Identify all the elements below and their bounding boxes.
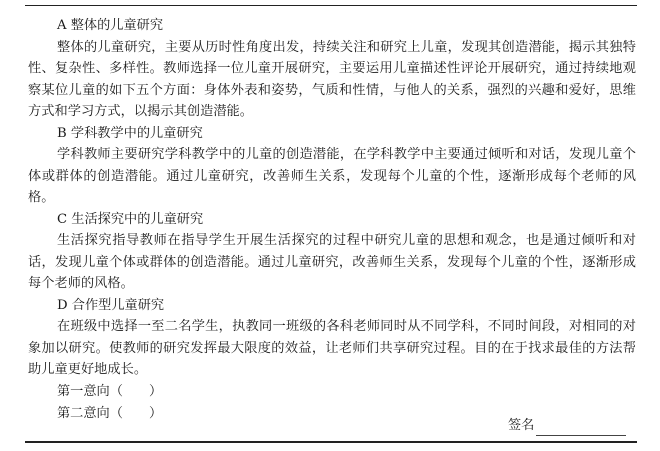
document-body bbox=[28, 15, 636, 425]
second-choice-close: ） bbox=[148, 405, 163, 421]
section-a bbox=[28, 15, 636, 123]
first-choice-close: ） bbox=[148, 383, 163, 399]
bottom-rule bbox=[25, 441, 637, 443]
section-title: A 整体的儿童研究 bbox=[57, 18, 164, 33]
second-choice-label: 第二意向（ bbox=[57, 405, 123, 421]
section-paragraph: 生活探究指导教师在指导学生开展生活探究的过程中研究儿童的思想和观念，也是通过倾听和对话，发现儿童个体或群体的创造潜能。通过儿童研究，改善师生关系，发现每个儿童的个性，逐渐形成每个老师的风格。 bbox=[28, 233, 636, 291]
section-c bbox=[28, 209, 636, 295]
signature-field[interactable] bbox=[508, 416, 626, 436]
first-choice-label: 第一意向（ bbox=[57, 383, 123, 399]
section-b bbox=[28, 123, 636, 209]
top-rule bbox=[25, 5, 637, 6]
section-paragraph: 在班级中选择一至二名学生，执教同一班级的各科老师同时从不同学科，不同时间段，对相同的对象加以研究。使教师的研究发挥最大限度的效益，让老师们共享研究过程。目的在于找求最佳的方法帮助儿童更好地成长。 bbox=[28, 319, 636, 377]
section-d bbox=[28, 295, 636, 381]
section-title: B 学科教学中的儿童研究 bbox=[57, 125, 203, 141]
section-title: D 合作型儿童研究 bbox=[57, 297, 165, 313]
section-title: C 生活探究中的儿童研究 bbox=[57, 211, 204, 227]
first-choice-field[interactable] bbox=[57, 381, 636, 403]
signature-label: 签名 bbox=[508, 418, 535, 433]
section-paragraph: 学科教师主要研究学科教学中的儿童的创造潜能，在学科教学中主要通过倾听和对话，发现儿童个体或群体的创造潜能。通过儿童研究，改善师生关系，发现每个儿童的个性，逐渐形成每个老师的风格。 bbox=[28, 147, 636, 205]
section-paragraph: 整体的儿童研究，主要从历时性角度出发，持续关注和研究上儿童，发现其创造潜能，揭示其独特性、复杂性、多样性。教师选择一位儿童开展研究，主要运用儿童描述性评论开展研究，通过持续地观察某位儿童的如下五个方面：身体外表和姿势，气质和性情，与他人的关系，强烈的兴趣和爱好，思维方式和学习方式，以揭示其创造潜能。 bbox=[28, 39, 636, 119]
signature-line[interactable] bbox=[536, 420, 626, 436]
